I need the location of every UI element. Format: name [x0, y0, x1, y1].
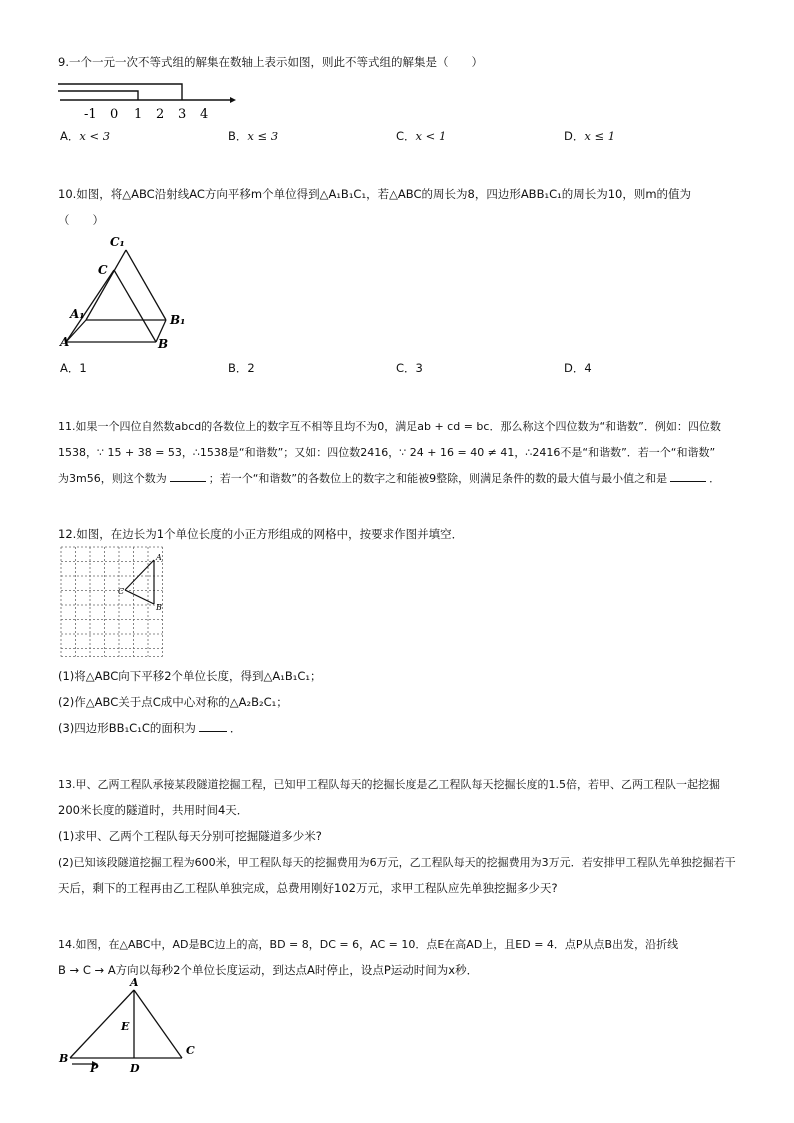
- q9-number-line: [58, 80, 238, 120]
- label-b: B: [156, 603, 162, 612]
- q14-line1: 14.如图，在△ABC中，AD是BC边上的高，BD = 8，DC = 6，AC = 10．点E在高AD上，且ED = 4．点P从点B出发，沿折线: [58, 938, 679, 951]
- tick-4: 4: [200, 107, 209, 120]
- label-a: A: [130, 976, 139, 989]
- q11-line1: 11.如果一个四位自然数abcd的各数位上的数字互不相等且均不为0，满足ab + cd = bc．那么称这个四位数为“和谐数”．例如：四位数: [58, 420, 721, 433]
- label-c: C: [186, 1044, 195, 1057]
- q10-option-c[interactable]: C．3: [396, 361, 423, 375]
- q10-figure: [58, 232, 198, 350]
- tick-1: 1: [134, 107, 143, 120]
- label-a: A: [156, 553, 162, 562]
- q9-option-b[interactable]: B．x ≤ 3: [228, 129, 279, 143]
- tick-0: 0: [110, 107, 119, 120]
- label-c1: C₁: [110, 235, 125, 249]
- q9-option-a[interactable]: A．x < 3: [60, 129, 111, 143]
- q13-line2: 200米长度的隧道时，共用时间4天．: [58, 803, 249, 817]
- q14-figure: [58, 976, 208, 1076]
- q11-line3: 为3m56，则这个数为 ；若一个“和谐数”的各数位上的数字之和能被9整除，则满足条件的数的最大值与最小值之和是 ．: [58, 472, 721, 485]
- label-d: D: [130, 1062, 140, 1075]
- tick-2: 2: [156, 107, 165, 120]
- q10-option-b[interactable]: B．2: [228, 361, 255, 375]
- label-b: B: [59, 1052, 69, 1065]
- q14-line2: B → C → A方向以每秒2个单位长度运动，到达点A时停止，设点P运动时间为x秒．: [58, 963, 479, 977]
- label-e: E: [121, 1020, 130, 1033]
- q11-answer-blank-1[interactable]: [170, 471, 206, 482]
- q12-answer-blank[interactable]: [199, 721, 227, 732]
- q13-sub1: (1)求甲、乙两个工程队每天分别可挖掘隧道多少米?: [58, 829, 322, 843]
- q10-option-d[interactable]: D．4: [564, 361, 592, 375]
- q13-sub2-line1: (2)已知该段隧道挖掘工程为600米，甲工程队每天的挖掘费用为6万元，乙工程队每天的挖掘费用为3万元．若安排甲工程队先单独挖掘若干: [58, 856, 736, 869]
- q13-line1: 13.甲、乙两工程队承接某段隧道挖掘工程，已知甲工程队每天的挖掘长度是乙工程队每天挖掘长度的1.5倍，若甲、乙两工程队一起挖掘: [58, 778, 720, 791]
- q13-sub2-line2: 天后，剩下的工程再由乙工程队单独完成，总费用刚好102万元，求甲工程队应先单独挖掘多少天?: [58, 881, 558, 895]
- label-p: P: [90, 1062, 99, 1075]
- label-b: B: [158, 337, 169, 350]
- label-c: C: [118, 587, 125, 596]
- q10-stem-line2: （ ）: [58, 213, 104, 227]
- tick-3: 3: [178, 107, 187, 120]
- tick-neg1: -1: [84, 107, 97, 120]
- q10-option-a[interactable]: A．1: [60, 361, 87, 375]
- q12-sub1: (1)将△ABC向下平移2个单位长度，得到△A₁B₁C₁；: [58, 669, 322, 683]
- q9-stem: 9.一个一元一次不等式组的解集在数轴上表示如图，则此不等式组的解集是（ ）: [58, 55, 483, 69]
- q11-line2: 1538，∵ 15 + 38 = 53，∴1538是“和谐数”；又如：四位数2416，∵ 24 + 16 = 40 ≠ 41，∴2416不是“和谐数”．若一个“和谐数”: [58, 446, 716, 459]
- q11-answer-blank-2[interactable]: [670, 471, 706, 482]
- q10-stem-line1: 10.如图，将△ABC沿射线AC方向平移m个单位得到△A₁B₁C₁，若△ABC的周长为8，四边形ABB₁C₁的周长为10，则m的值为: [58, 187, 692, 201]
- q9-option-d[interactable]: D．x ≤ 1: [564, 129, 616, 143]
- q12-sub2: (2)作△ABC关于点C成中心对称的△A₂B₂C₁；: [58, 695, 288, 709]
- q9-option-c[interactable]: C．x < 1: [396, 129, 447, 143]
- q12-sub3: (3)四边形BB₁C₁C的面积为 ．: [58, 721, 242, 735]
- label-a: A: [60, 335, 70, 349]
- q12-stem: 12.如图，在边长为1个单位长度的小正方形组成的网格中，按要求作图并填空．: [58, 527, 464, 541]
- label-c: C: [98, 263, 108, 277]
- label-b1: B₁: [170, 313, 186, 327]
- q12-grid-figure: [60, 546, 168, 662]
- label-a1: A₁: [70, 307, 85, 321]
